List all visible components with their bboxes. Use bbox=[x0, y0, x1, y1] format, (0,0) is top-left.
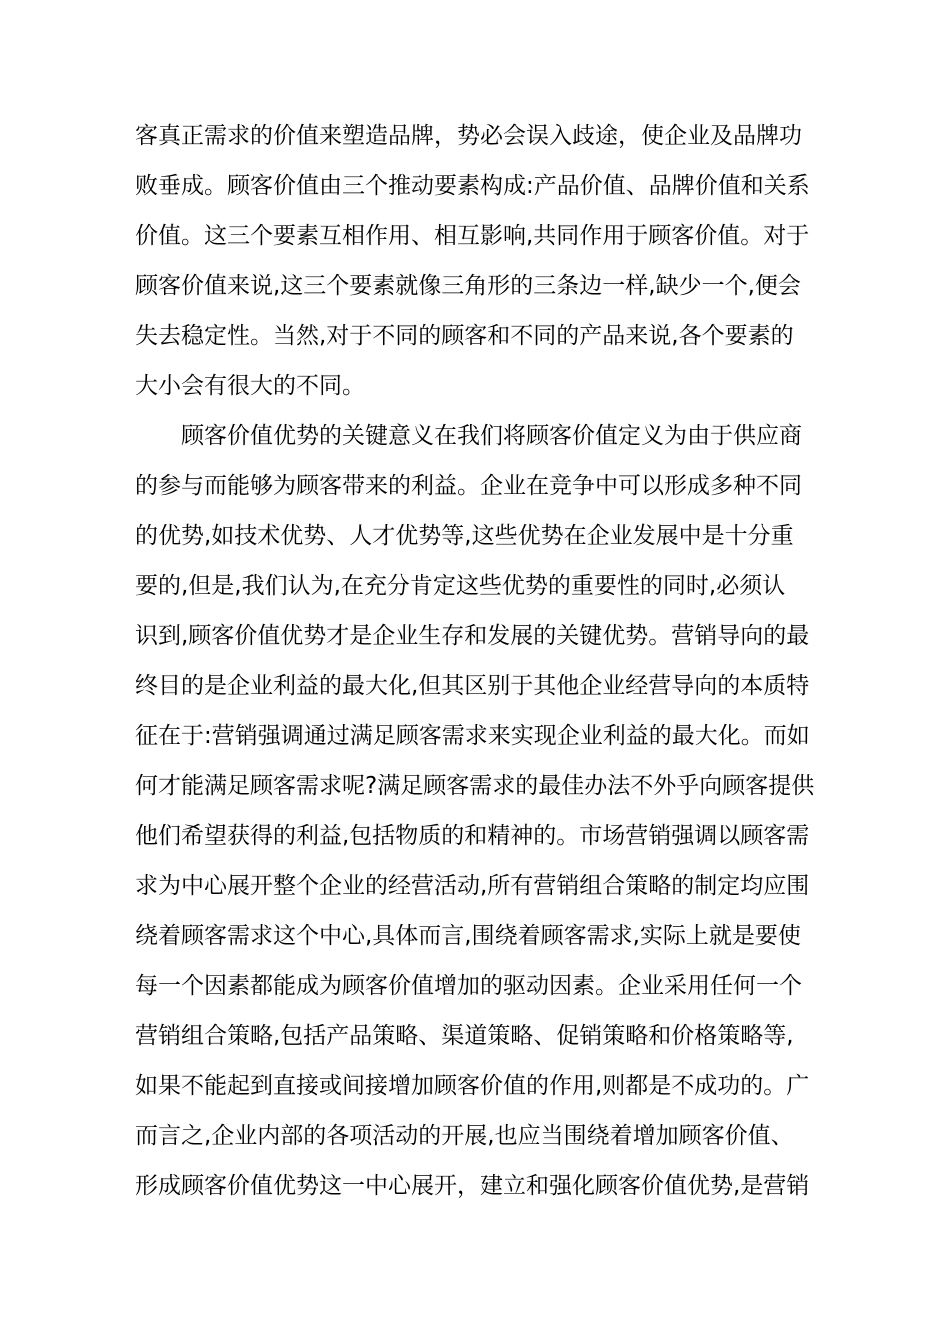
text-line: 要的,但是,我们认为,在充分肯定这些优势的重要性的同时,必须认 bbox=[135, 573, 786, 599]
text-line: 失去稳定性。当然,对于不同的顾客和不同的产品来说,各个要素的 bbox=[135, 323, 794, 349]
text-line: 如果不能起到直接或间接增加顾客价值的作用,则都是不成功的。广 bbox=[135, 1073, 810, 1099]
text-line: 的参与而能够为顾客带来的利益。企业在竞争中可以形成多种不同 bbox=[135, 473, 802, 499]
text-line: 大小会有很大的不同。 bbox=[135, 373, 365, 399]
text-line: 何才能满足顾客需求呢?满足顾客需求的最佳办法不外乎向顾客提供 bbox=[135, 773, 815, 799]
text-line: 败垂成。顾客价值由三个推动要素构成:产品价值、品牌价值和关系 bbox=[135, 173, 810, 199]
text-line: 征在于:营销强调通过满足顾客需求来实现企业利益的最大化。而如 bbox=[135, 723, 810, 749]
text-line: 的优势,如技术优势、人才优势等,这些优势在企业发展中是十分重 bbox=[135, 523, 794, 549]
text-line: 他们希望获得的利益,包括物质的和精神的。市场营销强调以顾客需 bbox=[135, 823, 810, 849]
text-line: 形成顾客价值优势这一中心展开，建立和强化顾客价值优势,是营销 bbox=[135, 1173, 810, 1199]
text-line: 价值。这三个要素互相作用、相互影响,共同作用于顾客价值。对于 bbox=[135, 223, 810, 249]
text-line: 识到,顾客价值优势才是企业生存和发展的关键优势。营销导向的最 bbox=[135, 623, 810, 649]
text-line: 客真正需求的价值来塑造品牌，势必会误入歧途，使企业及品牌功 bbox=[135, 123, 802, 149]
text-line: 顾客价值来说,这三个要素就像三角形的三条边一样,缺少一个,便会 bbox=[135, 273, 801, 299]
paragraph-first-line: 顾客价值优势的关键意义在我们将顾客价值定义为由于供应商 bbox=[181, 423, 802, 449]
text-line: 终目的是企业利益的最大化,但其区别于其他企业经营导向的本质特 bbox=[135, 673, 810, 699]
text-line: 而言之,企业内部的各项活动的开展,也应当围绕着增加顾客价值、 bbox=[135, 1123, 794, 1149]
text-line: 求为中心展开整个企业的经营活动,所有营销组合策略的制定均应围 bbox=[135, 873, 810, 899]
text-line: 绕着顾客需求这个中心,具体而言,围绕着顾客需求,实际上就是要使 bbox=[135, 923, 801, 949]
text-line: 营销组合策略,包括产品策略、渠道策略、促销策略和价格策略等, bbox=[135, 1023, 794, 1049]
text-line: 每一个因素都能成为顾客价值增加的驱动因素。企业采用任何一个 bbox=[135, 973, 802, 999]
